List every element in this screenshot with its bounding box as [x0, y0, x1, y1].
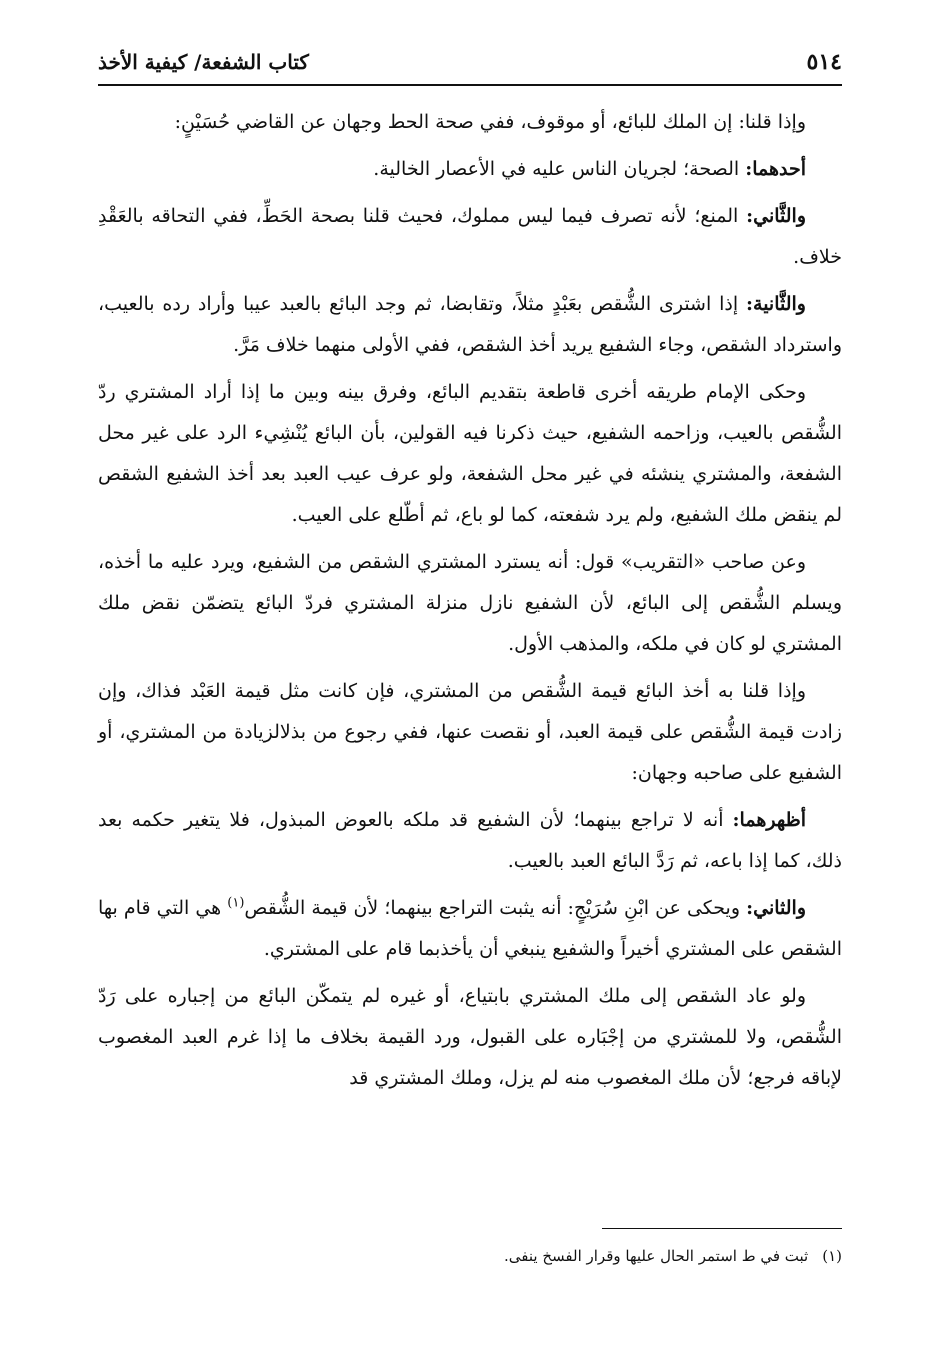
- paragraph-text: وإذا قلنا به أخذ البائع قيمة الشُّقص من المشتري، فإن كانت مثل قيمة العَبْد فذاك، وإن زادت قيمة الشُّقص على قيمة العبد، أو نقصت عنها، ففي رجوع من بذلالزيادة من المشتري، أو الشفيع على صاحبه وجهان:: [98, 680, 842, 784]
- paragraph-lead: أظهرهما:: [732, 809, 806, 831]
- footnote-number: (١): [822, 1247, 842, 1265]
- paragraph: [98, 102, 842, 143]
- paragraph: [98, 284, 842, 366]
- paragraph-lead: أحدهما:: [745, 158, 806, 180]
- paragraph-text: وإذا قلنا: إن الملك للبائع، أو موقوف، ففي صحة الحط وجهان عن القاضي حُسَيْنٍ:: [174, 111, 806, 133]
- paragraph-text: الصحة؛ لجريان الناس عليه في الأعصار الخالية.: [373, 158, 746, 180]
- footnote-divider: [602, 1228, 842, 1229]
- paragraph: [98, 800, 842, 882]
- paragraph-text: وحكى الإمام طريقه أخرى قاطعة بتقديم البائع، وفرق بينه وبين ما إذا أراد المشتري ردّ الشُّقص بالعيب، وزاحمه الشفيع، حيث ذكرنا فيه القولين، بأن البائع يُنْشِيء الرد على غير محل الشفعة، والمشتري ينشئه في غير محل الشفعة، ولو عرف عيب العبد بعد أخذ الشفيع الشقص لم ينقض ملك الشفيع، ولم يرد شفعته، كما لو باع، ثم أطّلع على العيب.: [98, 381, 842, 526]
- paragraph-lead: والثاني:: [746, 897, 807, 919]
- paragraph-text: ويحكى عن ابْنِ سُرَيْجٍ: أنه يثبت التراجع بينهما؛ لأن قيمة الشُّقص: [244, 897, 747, 919]
- paragraph: [98, 372, 842, 536]
- paragraph-text: ولو عاد الشقص إلى ملك المشتري بابتياع، أو غيره لم يتمكّن البائع من إجباره على رَدّ الشُّقص، ولا للمشتري من إجْبَاره على القبول، ورد القيمة بخلاف ما إذا غرم العبد المغصوب لإباقه فرجع؛ لأن ملك المغصوب منه لم يزل، وملك المشتري قد: [98, 985, 842, 1089]
- paragraph: [98, 888, 842, 970]
- running-header: [98, 40, 842, 86]
- paragraph: [98, 149, 842, 190]
- footnote: [98, 1243, 842, 1269]
- footnote-marker[interactable]: (١): [227, 895, 245, 911]
- paragraph-lead: والثَّانية:: [746, 293, 806, 315]
- chapter-title: كتاب الشفعة/ كيفية الأخذ: [98, 50, 309, 74]
- paragraph: [98, 976, 842, 1099]
- paragraph-text: أنه لا تراجع بينهما؛ لأن الشفيع قد ملكه بالعوض المبذول، فلا يتغير حكمه بعد ذلك، كما إذا باعه، ثم رَدَّ البائع العبد بالعيب.: [98, 809, 842, 872]
- paragraph-text-continued: هي التي قام بها الشقص على المشتري أخيراً والشفيع ينبغي أن يأخذبما قام على المشتري.: [98, 897, 842, 960]
- paragraph-lead: والثَّاني:: [746, 205, 806, 227]
- main-text: [98, 102, 842, 1099]
- paragraph-text: وعن صاحب «التقريب» قول: أنه يسترد المشتري الشقص من الشفيع، ويرد عليه ما أخذه، ويسلم الشُّقص إلى البائع، لأن الشفيع نازل منزلة المشتري فردّ البائع يتضمّن نقض ملك المشتري لو كان في ملكه، والمذهب الأول.: [98, 551, 842, 655]
- paragraph: [98, 542, 842, 665]
- paragraph-text: إذا اشترى الشُّقص بعَبْدٍ مثلاً، وتقابضا، ثم وجد البائع بالعبد عيبا وأراد رده بالعيب، واسترداد الشقص، وجاء الشفيع يريد أخذ الشقص، ففي الأولى منهما خلاف مَرَّ.: [98, 293, 842, 356]
- paragraph: [98, 196, 842, 278]
- footnote-text: ثبت في ط استمر الحال عليها وقرار الفسخ ينفى.: [504, 1247, 809, 1265]
- paragraph: [98, 671, 842, 794]
- page-number: ٥١٤: [806, 49, 842, 75]
- paragraph-text: المنع؛ لأنه تصرف فيما ليس مملوك، فحيث قلنا بصحة الحَطِّ، ففي التحاقه بالعَقْدِ خلاف.: [98, 205, 842, 268]
- book-page: [98, 40, 842, 1340]
